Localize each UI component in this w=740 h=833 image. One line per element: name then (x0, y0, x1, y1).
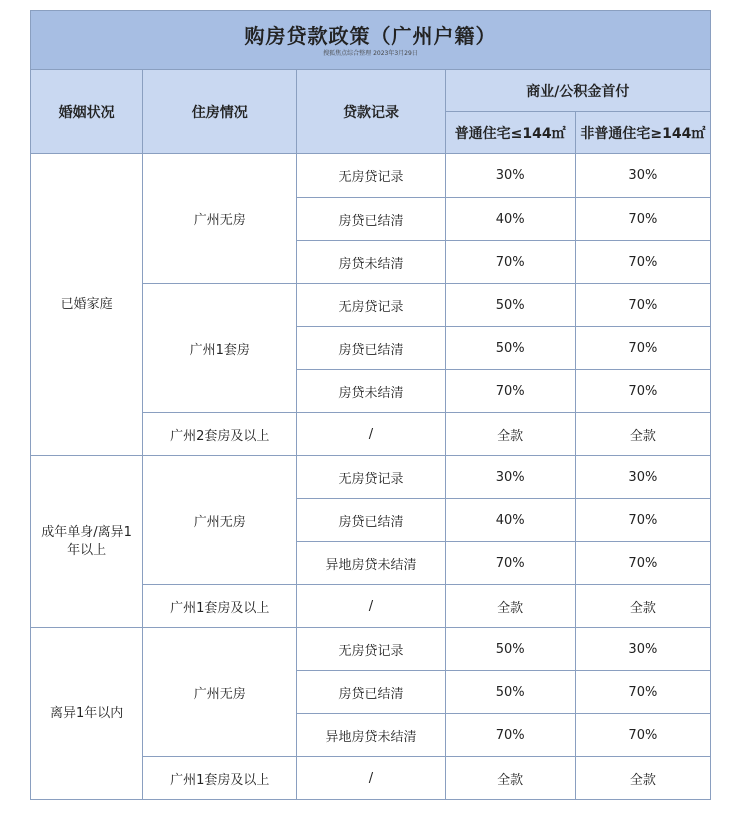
source-note: 搜狐焦点综合整理 2023年3月29日 (323, 50, 418, 57)
cell-ordinary: 70% (445, 370, 575, 413)
cell-loan: 无房贷记录 (297, 284, 445, 327)
cell-non-ordinary: 70% (575, 241, 710, 284)
cell-non-ordinary: 70% (575, 284, 710, 327)
cell-ordinary: 30% (445, 456, 575, 499)
cell-non-ordinary: 70% (575, 671, 710, 714)
cell-ordinary: 40% (445, 499, 575, 542)
cell-ordinary: 50% (445, 671, 575, 714)
cell-loan: 无房贷记录 (297, 456, 445, 499)
cell-ordinary: 全款 (445, 585, 575, 628)
cell-loan: 异地房贷未结清 (297, 542, 445, 585)
table-row (31, 628, 711, 671)
cell-loan: 房贷已结清 (297, 198, 445, 241)
cell-loan: / (297, 757, 445, 800)
cell-ordinary: 50% (445, 628, 575, 671)
cell-loan: / (297, 585, 445, 628)
cell-non-ordinary: 全款 (575, 413, 710, 456)
header-non-ordinary: 非普通住宅≥144㎡ (575, 112, 710, 154)
header-downpayment-group: 商业/公积金首付 (445, 70, 710, 112)
cell-ordinary: 70% (445, 241, 575, 284)
cell-housing: 广州无房 (143, 154, 297, 284)
header-loan: 贷款记录 (297, 70, 445, 154)
cell-loan: / (297, 413, 445, 456)
cell-housing: 广州1套房 (143, 284, 297, 413)
cell-ordinary: 50% (445, 284, 575, 327)
cell-non-ordinary: 30% (575, 154, 710, 198)
policy-table-container (30, 10, 711, 800)
cell-non-ordinary: 全款 (575, 757, 710, 800)
cell-ordinary: 全款 (445, 757, 575, 800)
cell-non-ordinary: 30% (575, 628, 710, 671)
header-marital: 婚姻状况 (31, 70, 143, 154)
cell-loan: 房贷未结清 (297, 370, 445, 413)
cell-marital: 已婚家庭 (31, 154, 143, 456)
cell-housing: 广州无房 (143, 628, 297, 757)
title-bar (30, 10, 711, 69)
cell-non-ordinary: 70% (575, 327, 710, 370)
header-housing: 住房情况 (143, 70, 297, 154)
cell-housing: 广州无房 (143, 456, 297, 585)
cell-non-ordinary: 70% (575, 198, 710, 241)
cell-housing: 广州2套房及以上 (143, 413, 297, 456)
cell-ordinary: 50% (445, 327, 575, 370)
cell-ordinary: 40% (445, 198, 575, 241)
cell-loan: 无房贷记录 (297, 628, 445, 671)
cell-non-ordinary: 全款 (575, 585, 710, 628)
cell-marital: 成年单身/离异1年以上 (31, 456, 143, 628)
cell-non-ordinary: 70% (575, 499, 710, 542)
cell-ordinary: 70% (445, 542, 575, 585)
cell-loan: 无房贷记录 (297, 154, 445, 198)
cell-loan: 房贷已结清 (297, 671, 445, 714)
table-body (31, 154, 711, 800)
cell-marital: 离异1年以内 (31, 628, 143, 800)
policy-table (30, 69, 711, 800)
table-row (31, 154, 711, 198)
cell-ordinary: 全款 (445, 413, 575, 456)
cell-ordinary: 70% (445, 714, 575, 757)
cell-ordinary: 30% (445, 154, 575, 198)
cell-housing: 广州1套房及以上 (143, 757, 297, 800)
table-row (31, 456, 711, 499)
cell-loan: 房贷已结清 (297, 499, 445, 542)
cell-non-ordinary: 70% (575, 370, 710, 413)
page-title: 购房贷款政策（广州户籍） (244, 24, 497, 48)
cell-non-ordinary: 70% (575, 714, 710, 757)
cell-non-ordinary: 30% (575, 456, 710, 499)
cell-loan: 异地房贷未结清 (297, 714, 445, 757)
cell-loan: 房贷未结清 (297, 241, 445, 284)
cell-housing: 广州1套房及以上 (143, 585, 297, 628)
cell-non-ordinary: 70% (575, 542, 710, 585)
cell-loan: 房贷已结清 (297, 327, 445, 370)
header-ordinary: 普通住宅≤144㎡ (445, 112, 575, 154)
